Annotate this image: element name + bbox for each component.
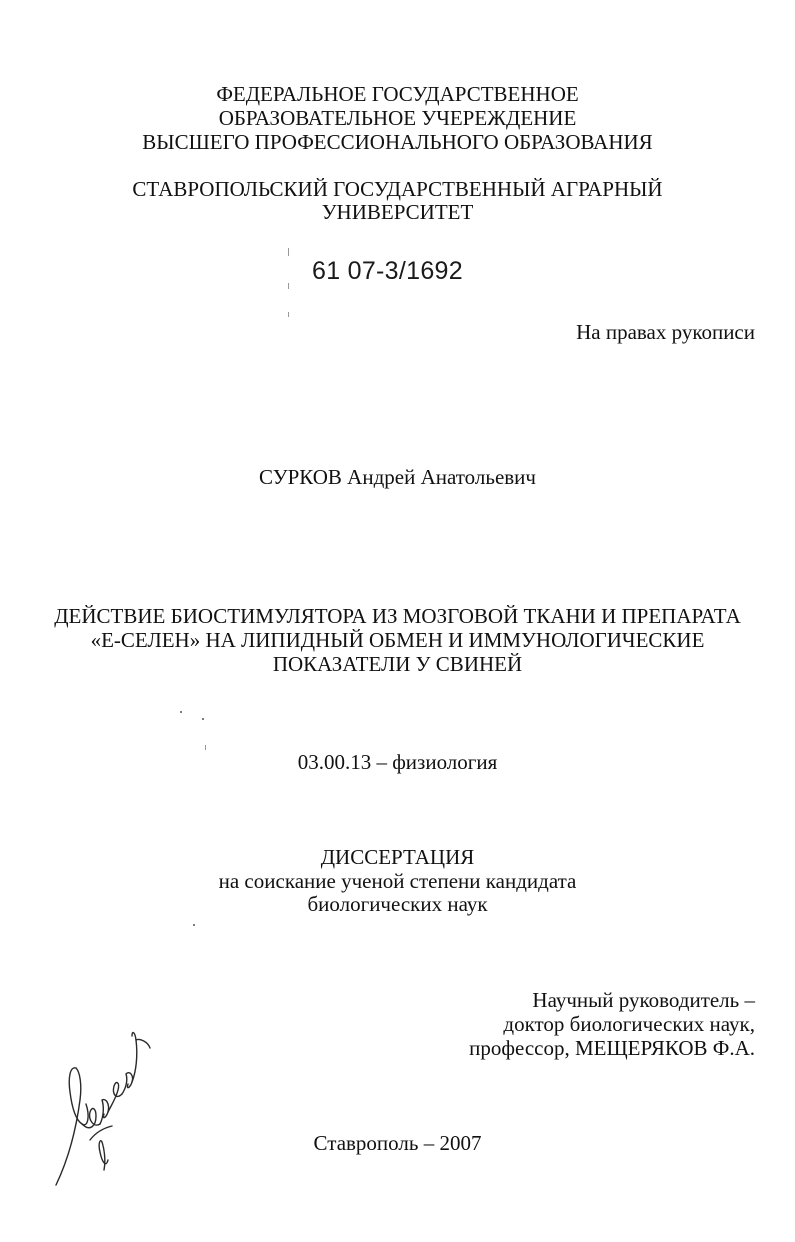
author-name: СУРКОВ Андрей Анатольевич bbox=[259, 465, 536, 489]
university-line-1: СТАВРОПОЛЬСКИЙ ГОСУДАРСТВЕННЫЙ АГРАРНЫЙ bbox=[132, 177, 663, 201]
scan-speck bbox=[202, 718, 204, 720]
handwritten-signature-icon bbox=[50, 1020, 170, 1195]
title-line-1: ДЕЙСТВИЕ БИОСТИМУЛЯТОРА ИЗ МОЗГОВОЙ ТКАНИ И ПРЕПАРАТА bbox=[54, 604, 741, 628]
title-line-3: ПОКАЗАТЕЛИ У СВИНЕЙ bbox=[272, 652, 523, 676]
rights-note: На правах рукописи bbox=[576, 320, 755, 344]
scan-mark bbox=[288, 283, 289, 289]
supervisor-line-3: профессор, МЕЩЕРЯКОВ Ф.А. bbox=[469, 1036, 755, 1060]
scan-mark bbox=[288, 248, 289, 256]
specialty-code: 03.00.13 – физиология bbox=[297, 750, 498, 774]
library-catalog-number: 61 07-3/1692 bbox=[312, 257, 463, 285]
supervisor-line-2: доктор биологических наук, bbox=[503, 1012, 755, 1036]
title-line-2: «Е-СЕЛЕН» НА ЛИПИДНЫЙ ОБМЕН И ИММУНОЛОГИЧЕСКИЕ bbox=[90, 628, 705, 652]
org-line-2: ОБРАЗОВАТЕЛЬНОЕ УЧЕРЕЖДЕНИЕ bbox=[218, 106, 577, 130]
document-type-heading: ДИССЕРТАЦИЯ bbox=[320, 845, 475, 869]
org-line-1: ФЕДЕРАЛЬНОЕ ГОСУДАРСТВЕННОЕ bbox=[216, 82, 579, 106]
scan-mark bbox=[288, 312, 289, 317]
org-line-3: ВЫСШЕГО ПРОФЕССИОНАЛЬНОГО ОБРАЗОВАНИЯ bbox=[142, 130, 653, 154]
supervisor-line-1: Научный руководитель – bbox=[532, 988, 755, 1012]
city-year: Ставрополь – 2007 bbox=[313, 1131, 482, 1155]
scan-speck bbox=[193, 924, 195, 926]
scan-speck bbox=[180, 711, 182, 713]
university-line-2: УНИВЕРСИТЕТ bbox=[321, 200, 474, 224]
degree-line-1: на соискание ученой степени кандидата bbox=[218, 869, 577, 893]
degree-line-2: биологических наук bbox=[307, 892, 488, 916]
